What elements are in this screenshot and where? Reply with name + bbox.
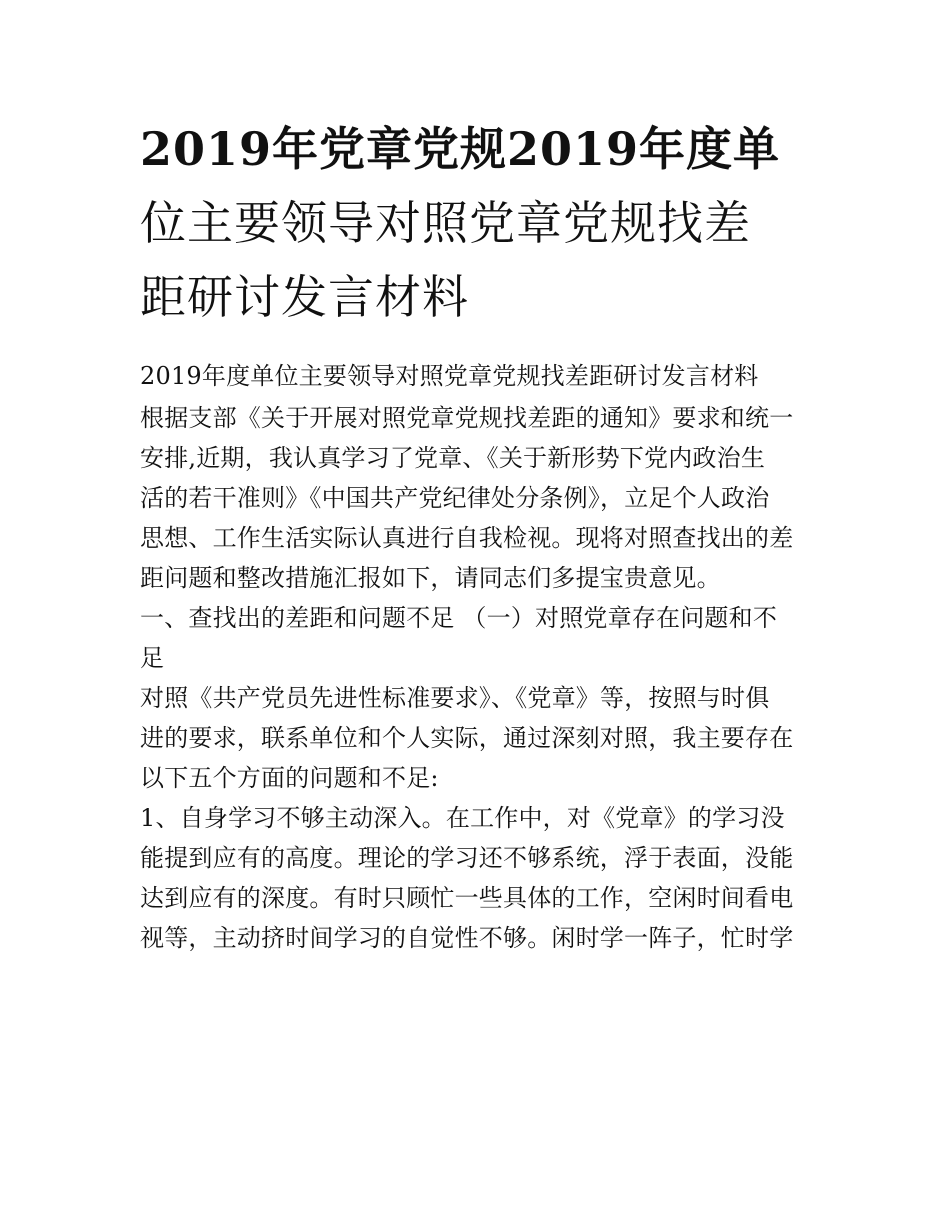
paragraph-line: 安排,近期，我认真学习了党章、《关于新形势下党内政治生 bbox=[140, 444, 766, 472]
paragraph-line: 思想、工作生活实际认真进行自我检视。现将对照查找出的差 bbox=[140, 524, 794, 552]
document-body bbox=[140, 356, 830, 958]
section-heading-line: 足 bbox=[140, 644, 165, 672]
paragraph-line: 视等，主动挤时间学习的自觉性不够。闲时学一阵子，忙时学 bbox=[140, 924, 794, 952]
body-subtitle-line: 2019年度单位主要领导对照党章党规找差距研讨发言材料 bbox=[140, 362, 759, 390]
paragraph-line: 1、自身学习不够主动深入。在工作中，对《党章》的学习没 bbox=[140, 804, 785, 832]
section-heading-line: 一、查找出的差距和问题不足 （一）对照党章存在问题和不 bbox=[140, 604, 778, 632]
paragraph-line: 以下五个方面的问题和不足: bbox=[140, 764, 439, 792]
title-line-2: 位主要领导对照党章党规找差 bbox=[140, 196, 751, 250]
paragraph-line: 能提到应有的高度。理论的学习还不够系统，浮于表面，没能 bbox=[140, 844, 794, 872]
paragraph-line: 对照《共产党员先进性标准要求》、《党章》等，按照与时俱 bbox=[140, 684, 770, 712]
paragraph-line: 进的要求，联系单位和个人实际，通过深刻对照，我主要存在 bbox=[140, 724, 794, 752]
paragraph-line: 距问题和整改措施汇报如下，请同志们多提宝贵意见。 bbox=[140, 564, 721, 592]
document-title bbox=[140, 112, 820, 334]
paragraph-line: 活的若干准则》《中国共产党纪律处分条例》，立足个人政治 bbox=[140, 484, 770, 512]
title-line-1-text: 2019年党章党规2019年度单 bbox=[140, 122, 781, 176]
title-line-1 bbox=[140, 112, 820, 186]
title-line-3: 距研讨发言材料 bbox=[140, 270, 469, 324]
paragraph-line: 达到应有的深度。有时只顾忙一些具体的工作，空闲时间看电 bbox=[140, 884, 794, 912]
paragraph-line: 根据支部《关于开展对照党章党规找差距的通知》要求和统一 bbox=[140, 404, 794, 432]
